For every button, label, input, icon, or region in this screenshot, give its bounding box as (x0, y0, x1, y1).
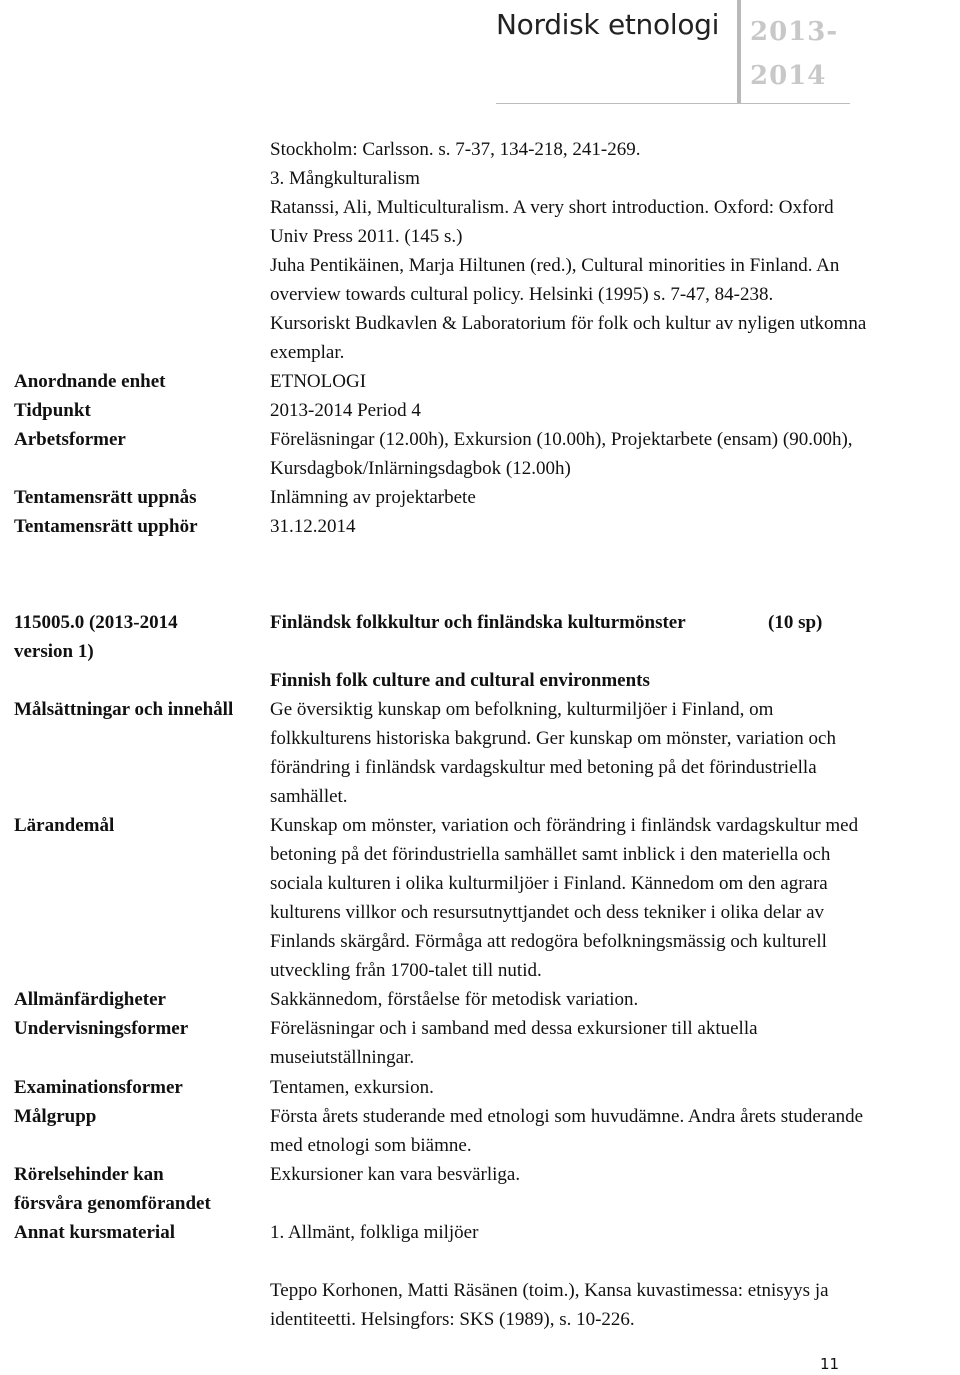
malsattningar-text: Ge översiktig kunskap om befolkning, kulturmiljöer i Finland, om (270, 699, 774, 720)
page-number: 11 (820, 1355, 840, 1373)
arbetsformer-value: Kursdagbok/Inlärningsdagbok (12.00h) (270, 458, 571, 479)
reference-line: Teppo Korhonen, Matti Räsänen (toim.), Kansa kuvastimessa: etnisyys ja (270, 1280, 829, 1301)
anordnande-enhet-value: ETNOLOGI (270, 371, 367, 392)
course-version: version 1) (14, 641, 94, 662)
literature-line: Ratanssi, Ali, Multiculturalism. A very short introduction. Oxford: Oxford (270, 197, 834, 218)
tentamensratt-upphor-value: 31.12.2014 (270, 516, 356, 537)
annat-kursmaterial-label: Annat kursmaterial (14, 1222, 175, 1243)
literature-section-heading: 3. Mångkulturalism (270, 168, 420, 189)
course-credits: (10 sp) (768, 612, 823, 633)
larandemal-text: sociala kulturen i olika kulturmiljöer i Finland. Kännedom om den agrara (270, 873, 828, 894)
header-year-line-2: 2014 (750, 61, 827, 91)
rorelsehinder-value: Exkursioner kan vara besvärliga. (270, 1164, 521, 1185)
literature-line: overview towards cultural policy. Helsinki (1995) s. 7-47, 84-238. (270, 284, 774, 305)
course-code: 115005.0 (2013-2014 (14, 612, 178, 633)
tidpunkt-value: 2013-2014 Period 4 (270, 400, 421, 421)
undervisningsformer-label: Undervisningsformer (14, 1018, 189, 1039)
malgrupp-label: Målgrupp (14, 1106, 97, 1127)
malsattningar-text: förändring i finländsk vardagskultur med betoning på det förindustriella (270, 757, 817, 778)
tidpunkt-label: Tidpunkt (14, 400, 91, 421)
larandemal-text: Kunskap om mönster, variation och förändring i finländsk vardagskultur med (270, 815, 859, 836)
anordnande-enhet-label: Anordnande enhet (14, 371, 166, 392)
tentamensratt-upphor-label: Tentamensrätt upphör (14, 516, 198, 537)
malsattningar-text: folkkulturens historiska bakgrund. Ger kunskap om mönster, variation och (270, 728, 836, 749)
malsattningar-label: Målsättningar och innehåll (14, 699, 234, 720)
allmanfardigheter-value: Sakkännedom, förståelse för metodisk variation. (270, 989, 639, 1010)
reference-line: identiteetti. Helsingfors: SKS (1989), s. 10-226. (270, 1309, 635, 1330)
course-title-english: Finnish folk culture and cultural environments (270, 670, 650, 691)
tentamensratt-uppnas-value: Inlämning av projektarbete (270, 487, 476, 508)
rorelsehinder-label-cont: försvåra genomförandet (14, 1193, 211, 1214)
course-title-swedish: Finländsk folkkultur och finländska kulturmönster (270, 612, 686, 633)
running-header-year (750, 10, 838, 98)
running-header-title: Nordisk etnologi (496, 8, 720, 41)
larandemal-text: Finlands skärgård. Förmåga att redogöra befolkningsmässig och kulturell (270, 931, 827, 952)
examinationsformer-value: Tentamen, exkursion. (270, 1077, 434, 1098)
arbetsformer-value: Föreläsningar (12.00h), Exkursion (10.00h), Projektarbete (ensam) (90.00h), (270, 429, 853, 450)
tentamensratt-uppnas-label: Tentamensrätt uppnås (14, 487, 197, 508)
larandemal-text: betoning på det förindustriella samhället samt inblick i den materiella och (270, 844, 831, 865)
literature-line: Juha Pentikäinen, Marja Hiltunen (red.), Cultural minorities in Finland. An (270, 255, 840, 276)
larandemal-text: utveckling från 1700-talet till nutid. (270, 960, 542, 981)
literature-line: Kursoriskt Budkavlen & Laboratorium för folk och kultur av nyligen utkomna (270, 313, 867, 334)
header-rule (496, 103, 850, 104)
annat-kursmaterial-value: 1. Allmänt, folkliga miljöer (270, 1222, 479, 1243)
undervisningsformer-text: museiutställningar. (270, 1047, 415, 1068)
literature-line: Stockholm: Carlsson. s. 7-37, 134-218, 241-269. (270, 139, 641, 160)
malgrupp-text: med etnologi som biämne. (270, 1135, 472, 1156)
header-year-line-1: 2013- (750, 17, 839, 47)
malgrupp-text: Första årets studerande med etnologi som huvudämne. Andra årets studerande (270, 1106, 864, 1127)
larandemal-text: kulturens villkor och resursutnyttjandet och dess tekniker i olika delar av (270, 902, 825, 923)
literature-line: Univ Press 2011. (145 s.) (270, 226, 463, 247)
malsattningar-text: samhället. (270, 786, 348, 807)
header-divider (737, 0, 741, 104)
arbetsformer-label: Arbetsformer (14, 429, 126, 450)
larandemal-label: Lärandemål (14, 815, 115, 836)
rorelsehinder-label: Rörelsehinder kan (14, 1164, 164, 1185)
literature-line: exemplar. (270, 342, 345, 363)
allmanfardigheter-label: Allmänfärdigheter (14, 989, 166, 1010)
undervisningsformer-text: Föreläsningar och i samband med dessa exkursioner till aktuella (270, 1018, 758, 1039)
examinationsformer-label: Examinationsformer (14, 1077, 183, 1098)
